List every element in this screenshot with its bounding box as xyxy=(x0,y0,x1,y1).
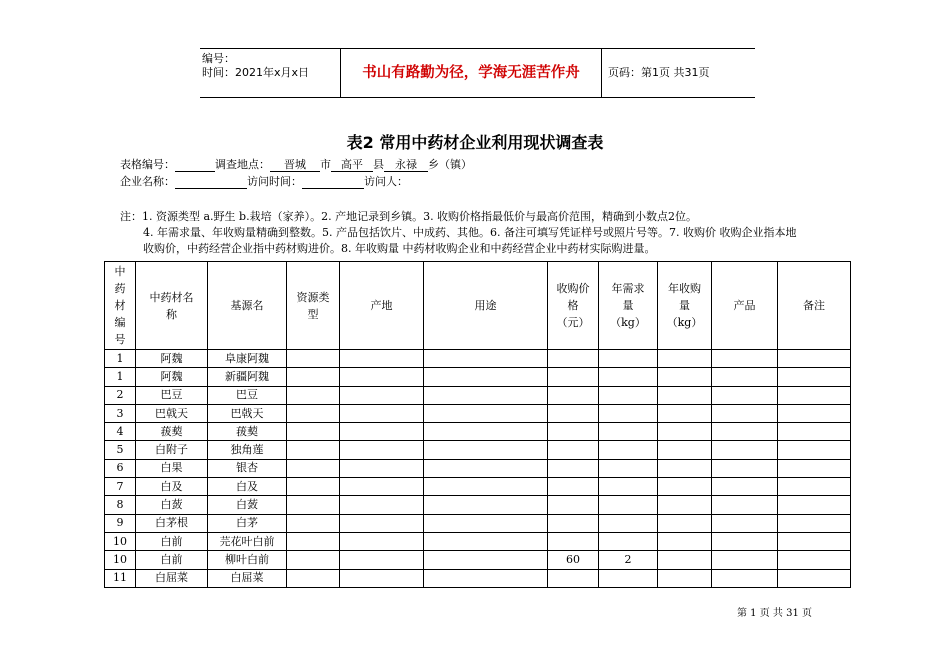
table-cell[interactable] xyxy=(599,386,658,404)
table-cell[interactable] xyxy=(778,368,851,386)
table-row xyxy=(105,441,851,459)
table-cell[interactable] xyxy=(599,423,658,441)
table-cell[interactable] xyxy=(658,368,712,386)
table-cell[interactable]: 银杏 xyxy=(208,459,287,477)
table-cell[interactable] xyxy=(287,514,340,532)
table-cell[interactable]: 阜康阿魏 xyxy=(208,350,287,368)
table-cell[interactable] xyxy=(599,514,658,532)
table-cell[interactable] xyxy=(424,569,548,587)
note-line-2: 4. 年需求量、年收购量精确到整数。5. 产品包括饮片、中成药、其他。6. 备注可填写凭证样号或照片号等。7. 收购价 收购企业指本地 xyxy=(143,226,797,239)
table-cell[interactable]: 巴戟天 xyxy=(208,404,287,422)
table-cell[interactable] xyxy=(778,441,851,459)
table-cell[interactable] xyxy=(658,532,712,550)
table-cell[interactable] xyxy=(340,404,424,422)
table-cell[interactable] xyxy=(287,386,340,404)
form-line-1 xyxy=(120,158,472,172)
table-cell[interactable] xyxy=(548,423,599,441)
table-cell[interactable] xyxy=(712,350,778,368)
table-cell[interactable] xyxy=(424,441,548,459)
table-cell[interactable] xyxy=(287,478,340,496)
table-row xyxy=(105,350,851,368)
table-cell[interactable]: 3 xyxy=(105,404,136,422)
table-cell[interactable]: 白蔹 xyxy=(136,496,208,514)
table-cell[interactable] xyxy=(599,569,658,587)
table-cell[interactable]: 新疆阿魏 xyxy=(208,368,287,386)
table-cell[interactable] xyxy=(712,496,778,514)
document-title: 表2 常用中药材企业利用现状调查表 xyxy=(346,133,604,152)
table-cell[interactable] xyxy=(548,478,599,496)
table-cell[interactable] xyxy=(548,532,599,550)
table-cell[interactable]: 5 xyxy=(105,441,136,459)
column-header: 备注 xyxy=(778,262,851,350)
table-cell[interactable] xyxy=(340,423,424,441)
column-header: 收购价 格 （元） xyxy=(548,262,599,350)
table-cell[interactable] xyxy=(658,514,712,532)
table-cell[interactable] xyxy=(424,496,548,514)
table-cell[interactable] xyxy=(778,350,851,368)
table-cell[interactable] xyxy=(424,532,548,550)
table-row xyxy=(105,459,851,477)
city-suffix: 市 xyxy=(320,158,331,171)
table-cell[interactable] xyxy=(778,423,851,441)
table-row xyxy=(105,368,851,386)
table-cell[interactable] xyxy=(287,404,340,422)
table-cell[interactable]: 9 xyxy=(105,514,136,532)
table-cell[interactable]: 7 xyxy=(105,478,136,496)
table-cell[interactable] xyxy=(340,350,424,368)
table-cell[interactable]: 10 xyxy=(105,532,136,550)
table-cell[interactable]: 4 xyxy=(105,423,136,441)
table-cell[interactable] xyxy=(287,459,340,477)
table-cell[interactable] xyxy=(778,459,851,477)
table-cell[interactable] xyxy=(340,496,424,514)
town-suffix: 乡（镇） xyxy=(428,158,472,171)
column-header: 中药材名 称 xyxy=(136,262,208,350)
table-row xyxy=(105,551,851,569)
table-cell[interactable] xyxy=(548,441,599,459)
visit-time-field[interactable] xyxy=(302,175,364,189)
table-cell[interactable]: 6 xyxy=(105,459,136,477)
company-field[interactable] xyxy=(175,175,247,189)
company-label: 企业名称： xyxy=(120,175,175,188)
table-row xyxy=(105,423,851,441)
table-cell[interactable]: 柳叶白前 xyxy=(208,551,287,569)
location-label: 调查地点： xyxy=(215,158,270,171)
table-cell[interactable] xyxy=(778,478,851,496)
column-header: 中 药 材 编 号 xyxy=(105,262,136,350)
table-cell[interactable] xyxy=(287,569,340,587)
table-cell[interactable] xyxy=(778,514,851,532)
table-cell[interactable] xyxy=(548,368,599,386)
table-cell[interactable] xyxy=(287,368,340,386)
column-header: 年收购 量 （kg） xyxy=(658,262,712,350)
table-cell[interactable]: 8 xyxy=(105,496,136,514)
table-cell[interactable]: 芫花叶白前 xyxy=(208,532,287,550)
table-cell[interactable]: 白前 xyxy=(136,532,208,550)
table-cell[interactable] xyxy=(778,404,851,422)
table-cell[interactable] xyxy=(548,350,599,368)
form-no-field[interactable] xyxy=(175,158,215,172)
table-cell[interactable] xyxy=(712,569,778,587)
county-field[interactable]: 高平 xyxy=(331,158,373,172)
city-field[interactable]: 晋城 xyxy=(270,158,320,172)
table-cell[interactable] xyxy=(658,350,712,368)
table-cell[interactable] xyxy=(778,386,851,404)
page-code: 页码：第1页 共31页 xyxy=(608,66,710,79)
column-header: 年需求 量 （kg） xyxy=(599,262,658,350)
table-cell[interactable] xyxy=(658,478,712,496)
number-label: 编号： xyxy=(202,52,235,65)
visit-time-label: 访问时间： xyxy=(247,175,302,188)
table-cell[interactable] xyxy=(712,423,778,441)
table-cell[interactable]: 2 xyxy=(599,551,658,569)
table-cell[interactable] xyxy=(424,459,548,477)
table-cell[interactable]: 独角莲 xyxy=(208,441,287,459)
table-cell[interactable] xyxy=(712,404,778,422)
table-cell[interactable]: 白屈菜 xyxy=(136,569,208,587)
table-cell[interactable] xyxy=(340,386,424,404)
notes xyxy=(120,209,845,257)
table-cell[interactable] xyxy=(424,386,548,404)
survey-table xyxy=(104,261,851,588)
table-cell[interactable]: 白屈菜 xyxy=(208,569,287,587)
table-cell[interactable]: 菝葜 xyxy=(208,423,287,441)
table-cell[interactable]: 白蔹 xyxy=(208,496,287,514)
table-cell[interactable] xyxy=(658,496,712,514)
page-header xyxy=(200,48,755,98)
table-cell[interactable]: 白茅根 xyxy=(136,514,208,532)
table-cell[interactable] xyxy=(712,551,778,569)
visitor-label: 访问人： xyxy=(364,175,408,188)
column-header: 资源类 型 xyxy=(287,262,340,350)
table-cell[interactable] xyxy=(658,569,712,587)
column-header: 基源名 xyxy=(208,262,287,350)
table-cell[interactable]: 菝葜 xyxy=(136,423,208,441)
table-cell[interactable] xyxy=(424,423,548,441)
table-cell[interactable] xyxy=(658,386,712,404)
column-header: 用途 xyxy=(424,262,548,350)
table-cell[interactable]: 白附子 xyxy=(136,441,208,459)
table-cell[interactable] xyxy=(599,404,658,422)
table-cell[interactable] xyxy=(599,459,658,477)
table-cell[interactable] xyxy=(340,368,424,386)
table-cell[interactable] xyxy=(424,350,548,368)
table-cell[interactable] xyxy=(340,551,424,569)
town-field[interactable]: 永禄 xyxy=(384,158,428,172)
table-cell[interactable]: 60 xyxy=(548,551,599,569)
table-cell[interactable] xyxy=(548,514,599,532)
table-cell[interactable] xyxy=(658,459,712,477)
table-cell[interactable] xyxy=(424,368,548,386)
table-cell[interactable] xyxy=(778,569,851,587)
table-body xyxy=(105,350,851,588)
table-cell[interactable] xyxy=(658,404,712,422)
table-cell[interactable] xyxy=(658,441,712,459)
table-cell[interactable] xyxy=(712,478,778,496)
table-cell[interactable] xyxy=(599,496,658,514)
table-cell[interactable] xyxy=(340,514,424,532)
table-cell[interactable] xyxy=(712,514,778,532)
motto: 书山有路勤为径，学海无涯苦作舟 xyxy=(340,49,602,97)
table-cell[interactable]: 白果 xyxy=(136,459,208,477)
table-cell[interactable]: 白前 xyxy=(136,551,208,569)
table-row xyxy=(105,569,851,587)
table-cell[interactable] xyxy=(712,532,778,550)
table-cell[interactable] xyxy=(658,551,712,569)
table-cell[interactable] xyxy=(712,459,778,477)
table-cell[interactable] xyxy=(548,459,599,477)
table-cell[interactable] xyxy=(424,404,548,422)
column-header: 产地 xyxy=(340,262,424,350)
table-cell[interactable] xyxy=(287,551,340,569)
table-cell[interactable]: 巴戟天 xyxy=(136,404,208,422)
table-cell[interactable] xyxy=(599,478,658,496)
table-row xyxy=(105,496,851,514)
table-cell[interactable] xyxy=(287,423,340,441)
table-cell[interactable] xyxy=(287,496,340,514)
table-cell[interactable]: 白及 xyxy=(208,478,287,496)
table-cell[interactable]: 2 xyxy=(105,386,136,404)
table-cell[interactable] xyxy=(340,459,424,477)
table-row xyxy=(105,386,851,404)
table-cell[interactable] xyxy=(778,496,851,514)
table-cell[interactable] xyxy=(287,441,340,459)
table-cell[interactable]: 巴豆 xyxy=(136,386,208,404)
form-line-2 xyxy=(120,175,408,189)
column-header: 产品 xyxy=(712,262,778,350)
table-cell[interactable] xyxy=(340,532,424,550)
table-cell[interactable]: 10 xyxy=(105,551,136,569)
table-cell[interactable] xyxy=(548,496,599,514)
table-cell[interactable] xyxy=(424,514,548,532)
table-cell[interactable] xyxy=(599,532,658,550)
table-cell[interactable] xyxy=(548,404,599,422)
table-cell[interactable]: 阿魏 xyxy=(136,350,208,368)
county-suffix: 县 xyxy=(373,158,384,171)
table-cell[interactable]: 巴豆 xyxy=(208,386,287,404)
note-line-3: 收购价，中药经营企业指中药材购进价。8. 年收购量 中药材收购企业和中药经营企业中药材实际购进量。 xyxy=(143,242,656,255)
table-cell[interactable] xyxy=(340,441,424,459)
table-cell[interactable] xyxy=(548,569,599,587)
table-row xyxy=(105,478,851,496)
date-label: 时间：2021年x月x日 xyxy=(202,66,310,79)
table-cell[interactable] xyxy=(778,551,851,569)
table-cell[interactable] xyxy=(424,551,548,569)
table-cell[interactable] xyxy=(712,441,778,459)
table-cell[interactable] xyxy=(599,368,658,386)
table-cell[interactable] xyxy=(340,478,424,496)
table-cell[interactable]: 白及 xyxy=(136,478,208,496)
table-cell[interactable] xyxy=(658,423,712,441)
table-row xyxy=(105,404,851,422)
table-cell[interactable] xyxy=(599,350,658,368)
table-cell[interactable] xyxy=(599,441,658,459)
table-cell[interactable]: 11 xyxy=(105,569,136,587)
table-row xyxy=(105,514,851,532)
table-cell[interactable] xyxy=(287,350,340,368)
table-cell[interactable]: 1 xyxy=(105,350,136,368)
form-no-label: 表格编号： xyxy=(120,158,175,171)
table-row xyxy=(105,532,851,550)
table-cell[interactable] xyxy=(424,478,548,496)
table-cell[interactable] xyxy=(287,532,340,550)
table-header-row xyxy=(105,262,851,350)
table-cell[interactable] xyxy=(548,386,599,404)
table-cell[interactable]: 1 xyxy=(105,368,136,386)
table-cell[interactable]: 白茅 xyxy=(208,514,287,532)
note-line-1: 注：1. 资源类型 a.野生 b.栽培（家养）。2. 产地记录到乡镇。3. 收购价格指最低价与最高价范围，精确到小数点2位。 xyxy=(120,210,698,223)
header-info xyxy=(200,49,338,97)
table-cell[interactable] xyxy=(340,569,424,587)
table-cell[interactable]: 阿魏 xyxy=(136,368,208,386)
table-cell[interactable] xyxy=(778,532,851,550)
page-footer: 第 1 页 共 31 页 xyxy=(737,608,812,619)
table-cell[interactable] xyxy=(712,386,778,404)
table-cell[interactable] xyxy=(712,368,778,386)
